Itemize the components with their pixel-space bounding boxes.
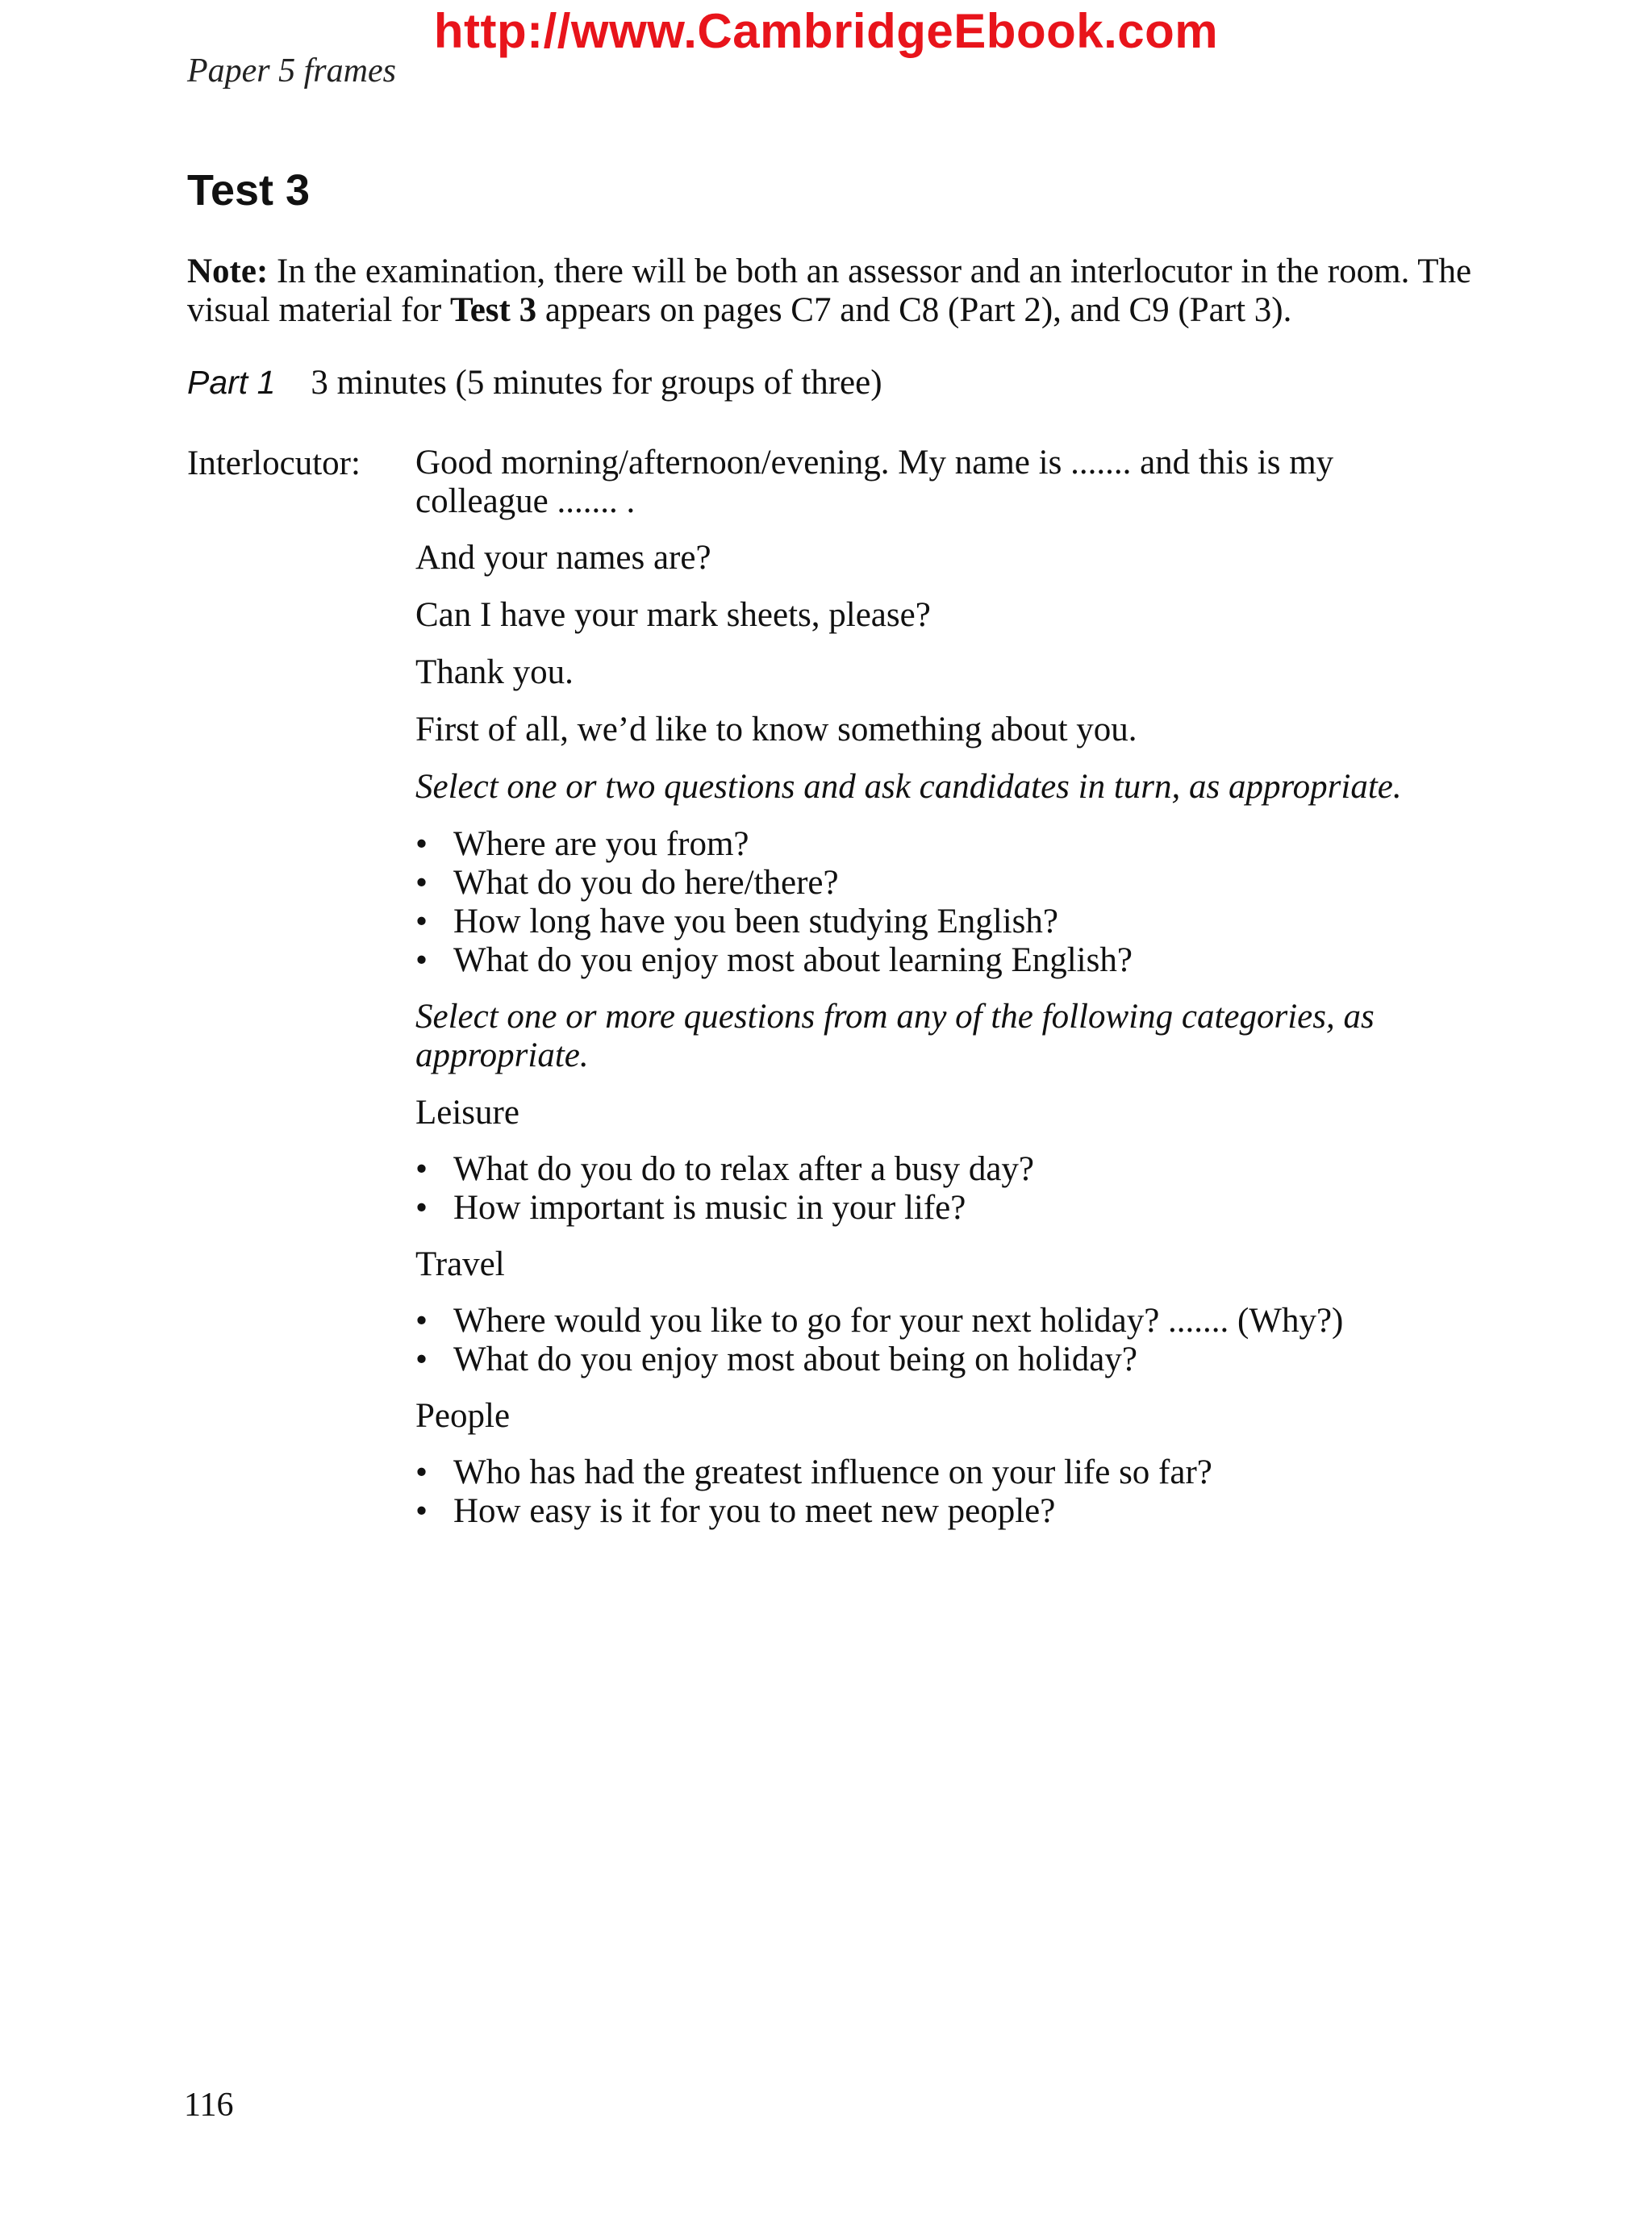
note-test-ref: Test 3 bbox=[449, 291, 537, 329]
speaker-label: Interlocutor: bbox=[187, 444, 361, 482]
question-item: • How long have you been studying English? bbox=[415, 903, 1464, 941]
page-number: 116 bbox=[184, 2087, 234, 2124]
interlocutor-script bbox=[415, 444, 1464, 1549]
question-item: • What do you do here/there? bbox=[415, 864, 1464, 903]
question-item: • Who has had the greatest influence on your life so far? bbox=[415, 1453, 1464, 1492]
script-line: Thank you. bbox=[415, 653, 574, 691]
question-item: • How important is music in your life? bbox=[415, 1189, 1464, 1228]
question-item: • How easy is it for you to meet new people? bbox=[415, 1492, 1464, 1531]
test-title: Test 3 bbox=[187, 166, 311, 215]
watermark-url: http://www.CambridgeEbook.com bbox=[433, 4, 1219, 58]
general-questions-list bbox=[415, 825, 1464, 980]
instruction-select-one-or-two: Select one or two questions and ask candidates in turn, as appropriate. bbox=[415, 768, 1402, 806]
instruction-select-categories: Select one or more questions from any of the following categories, as appropriate. bbox=[415, 998, 1375, 1074]
note-text-after: appears on pages C7 and C8 (Part 2), and C9 (Part 3). bbox=[536, 291, 1292, 329]
people-questions-list bbox=[415, 1453, 1464, 1531]
note-label: Note: bbox=[187, 252, 269, 290]
script-line: Good morning/afternoon/evening. My name is ....... and this is my colleague ....... . bbox=[415, 444, 1334, 520]
category-heading-leisure: Leisure bbox=[415, 1094, 519, 1132]
exam-note bbox=[187, 252, 1558, 330]
question-item: • What do you enjoy most about being on holiday? bbox=[415, 1341, 1464, 1379]
category-heading-people: People bbox=[415, 1397, 511, 1435]
category-heading-travel: Travel bbox=[415, 1245, 505, 1283]
note-text-before: In the examination, there will be both an assessor and an interlocutor in the room. The visual material for bbox=[187, 252, 1472, 329]
question-item: • Where would you like to go for your next holiday? ....... (Why?) bbox=[415, 1302, 1464, 1341]
part-label: Part 1 bbox=[187, 364, 276, 401]
script-line: And your names are? bbox=[415, 539, 711, 577]
running-head: Paper 5 frames bbox=[187, 52, 396, 90]
leisure-questions-list bbox=[415, 1150, 1464, 1228]
question-item: • Where are you from? bbox=[415, 825, 1464, 864]
question-item: • What do you enjoy most about learning English? bbox=[415, 941, 1464, 980]
part-heading bbox=[187, 363, 882, 402]
question-item: • What do you do to relax after a busy day? bbox=[415, 1150, 1464, 1189]
script-line: First of all, we’d like to know something about you. bbox=[415, 711, 1137, 748]
script-line: Can I have your mark sheets, please? bbox=[415, 596, 931, 634]
part-timing: 3 minutes (5 minutes for groups of three) bbox=[311, 364, 882, 402]
travel-questions-list bbox=[415, 1302, 1464, 1379]
